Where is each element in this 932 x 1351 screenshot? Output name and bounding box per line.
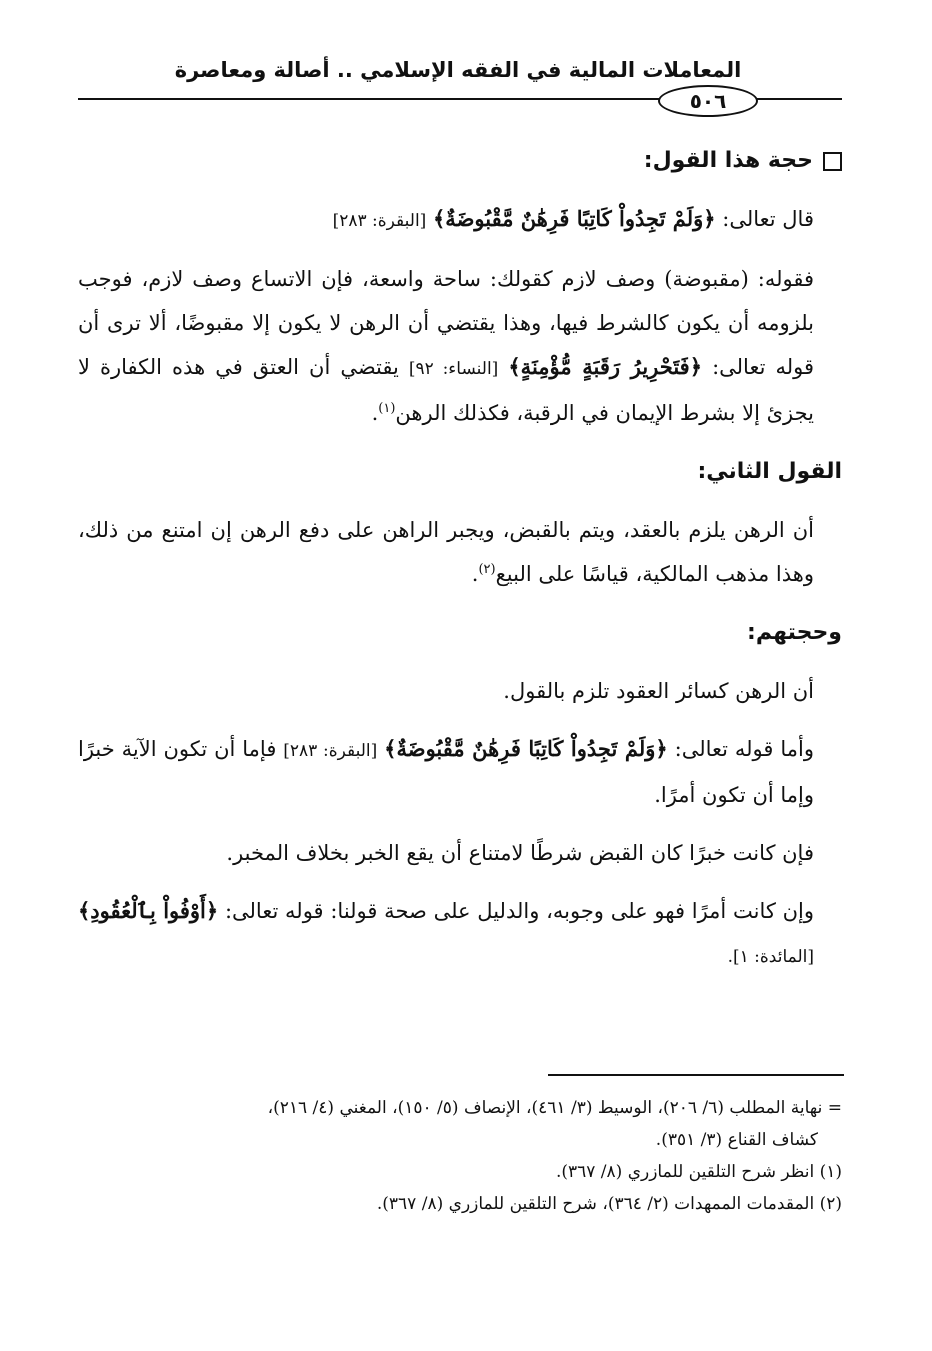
section-heading-their-argument: وحجتهم: [747, 620, 842, 645]
footnote-2: (٢) المقدمات الممهدات (٢/ ٣٦٤)، شرح التلقين للمازري (٨/ ٣٦٧). [376, 1194, 842, 1214]
argument-paragraph-2 [78, 727, 842, 817]
argument-paragraph-4 [78, 889, 842, 979]
explanation-text-a: فقوله: (مقبوضة) وصف لازم كقولك: ساحة واسعة، فإن الاتساع وصف لازم، فوجب بلزومه أن يكون كالشرط فيها، وهذا يقتضي أن الرهن لا يكون إلا مقبوضًا، ألا ترى أن قوله تعالى: [78, 267, 814, 379]
explanation-text-b: يقتضي أن العتق في هذه الكفارة لا يجزئ إلا بشرط الإيمان في الرقبة، فكذلك الرهن [78, 355, 814, 425]
section-heading-second-opinion: القول الثاني: [697, 459, 842, 484]
main-text [78, 138, 842, 993]
argument-intro: وأما قوله تعالى: [674, 737, 814, 761]
section-heading-argument: حجة هذا القول: [78, 138, 842, 183]
verse-reference: [النساء: ٩٢] [408, 359, 499, 379]
second-opinion-paragraph: أن الرهن يلزم بالعقد، ويتم بالقبض، ويجبر الراهن على دفع الرهن إن امتنع من ذلك، وهذا مذهب المالكية، قياسًا على البيع$^{(٢)}$. [78, 518, 814, 586]
checkbox-square-icon [823, 152, 842, 171]
argument-text: فإما أن تكون الآية خبرًا وإما أن تكون أمرًا. [78, 737, 814, 807]
footnote-marker: (٢) [478, 562, 496, 577]
argument-paragraph-3: فإن كانت خبرًا كان القبض شرطًا لامتناع أن يقع الخبر بخلاف المخبر. [226, 841, 814, 865]
running-header-title: المعاملات المالية في الفقه الإسلامي .. أصالة ومعاصرة [174, 58, 742, 82]
explanation-paragraph: فقوله: (مقبوضة) وصف لازم كقولك: ساحة واسعة، فإن الاتساع وصف لازم، فوجب بلزومه أن يكون كالشرط فيها، وهذا يقتضي أن الرهن لا يكون إلا مقبوضًا، ألا ترى أن قوله تعالى: ﴿فَتَحْرِيرُ رَقَبَةٍ مُّؤْمِنَةٍ﴾ [النساء: ٩٢] يقتضي أن العتق في هذه الكفارة لا يجزئ إلا بشرط الإيمان في الرقبة، فكذلك الرهن$^{(١)}$. [78, 267, 814, 425]
quran-verse: ﴿وَلَمْ تَجِدُواْ كَاتِبًا فَرِهَٰنٌ مَّقْبُوضَةٌ﴾ [384, 736, 668, 761]
footnote-separator [548, 1074, 844, 1076]
quran-verse: ﴿فَتَحْرِيرُ رَقَبَةٍ مُّؤْمِنَةٍ﴾ [508, 354, 703, 379]
verse-reference: [البقرة: ٢٨٣] [332, 211, 427, 231]
footnote-marker: (١) [378, 401, 396, 416]
second-opinion-text: أن الرهن يلزم بالعقد، ويتم بالقبض، ويجبر الراهن على دفع الرهن إن امتنع من ذلك، وهذا مذهب المالكية، قياسًا على البيع [78, 518, 814, 586]
verse-intro: قال تعالى: [722, 207, 814, 231]
footnote-continuation-2: كشاف القناع (٣/ ٣٥١). [655, 1130, 818, 1150]
footnotes [78, 1092, 842, 1220]
argument-text: وإن كانت أمرًا فهو على وجوبه، والدليل على صحة قولنا: قوله تعالى: [224, 899, 814, 923]
quran-verse: ﴿أَوْفُواْ بِٱلْعُقُودِ﴾ [78, 898, 219, 923]
verse-paragraph [78, 197, 842, 243]
argument-paragraph-1: أن الرهن كسائر العقود تلزم بالقول. [503, 679, 814, 703]
page-number: ٥٠٦ [658, 85, 758, 117]
footnote-1: (١) انظر شرح التلقين للمازري (٨/ ٣٦٧). [555, 1162, 842, 1182]
verse-reference: [المائدة: ١]. [727, 947, 814, 967]
verse-reference: [البقرة: ٢٨٣] [283, 741, 378, 761]
footnote-continuation: = نهاية المطلب (٦/ ٢٠٦)، الوسيط (٣/ ٤٦١)، الإنصاف (٥/ ١٥٠)، المغني (٤/ ٢١٦)، [267, 1098, 842, 1118]
quran-verse: ﴿وَلَمْ تَجِدُواْ كَاتِبًا فَرِهَٰنٌ مَّقْبُوضَةٌ﴾ [433, 206, 716, 231]
